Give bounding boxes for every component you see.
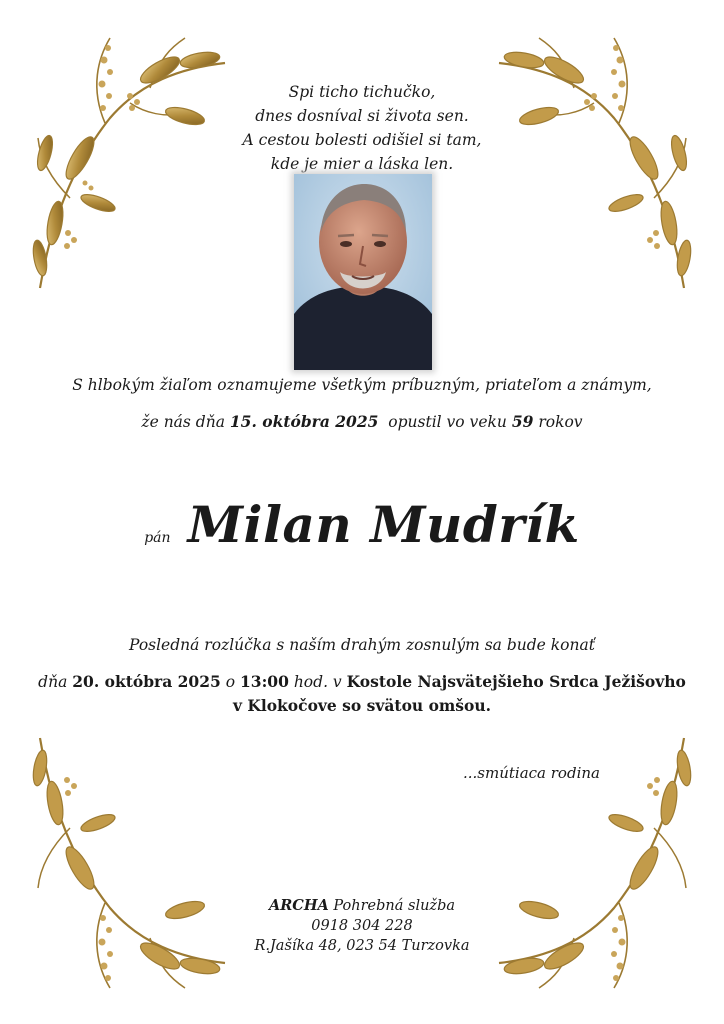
death-date: 15. októbra 2025 [229,412,379,431]
death-suffix: rokov [538,413,583,431]
poem-line: Spi ticho tichučko, [288,83,436,101]
footer-company: ARCHA [268,897,329,914]
funeral-intro: Posledná rozlúčka s naším drahým zosnulým sa bude konať [129,636,595,654]
footer-address: R.Jašíka 48, 023 54 Turzovka [254,938,470,954]
death-age: 59 [511,412,534,431]
gold-leaf-ornament-bottom-left [10,728,240,998]
portrait-photo [294,174,432,370]
poem [0,80,724,176]
footer-company-line [0,896,724,916]
deceased-name-block [0,495,724,554]
footer-phone: 0918 304 228 [311,918,413,934]
death-date-line [0,412,724,431]
funeral-prefix: dňa [38,673,68,691]
deceased-name: Milan Mudrík [187,495,580,554]
poem-line: A cestou bolesti odišiel si tam, [242,131,482,149]
funeral-line-1 [0,670,724,694]
funeral-place-line2: v Klokočove so svätou omšou. [232,696,492,715]
poem-line: kde je mier a láska len. [270,155,454,173]
funeral-line-2 [0,694,724,718]
funeral-time: 13:00 [240,672,289,691]
family-signature: ...smútiaca rodina [463,764,600,782]
funeral-service-footer [0,896,724,956]
poem-line: dnes dosníval si života sen. [255,107,469,125]
funeral-at: o [225,673,236,691]
death-prefix: že nás dňa [141,413,225,431]
funeral-place: Kostole Najsvätejšieho Srdca Ježišovho [346,672,686,691]
funeral-details [0,670,724,718]
portrait-illustration [294,174,432,370]
deceased-title: pán [144,530,171,546]
announcement-text: S hlbokým žiaľom oznamujeme všetkým príbuzným, priateľom a známym, [72,376,652,394]
footer-company-suffix: Pohrebná služba [333,898,455,914]
funeral-date: 20. októbra 2025 [72,672,221,691]
death-middle: opustil vo veku [388,413,507,431]
funeral-hod: hod. v [293,673,342,691]
